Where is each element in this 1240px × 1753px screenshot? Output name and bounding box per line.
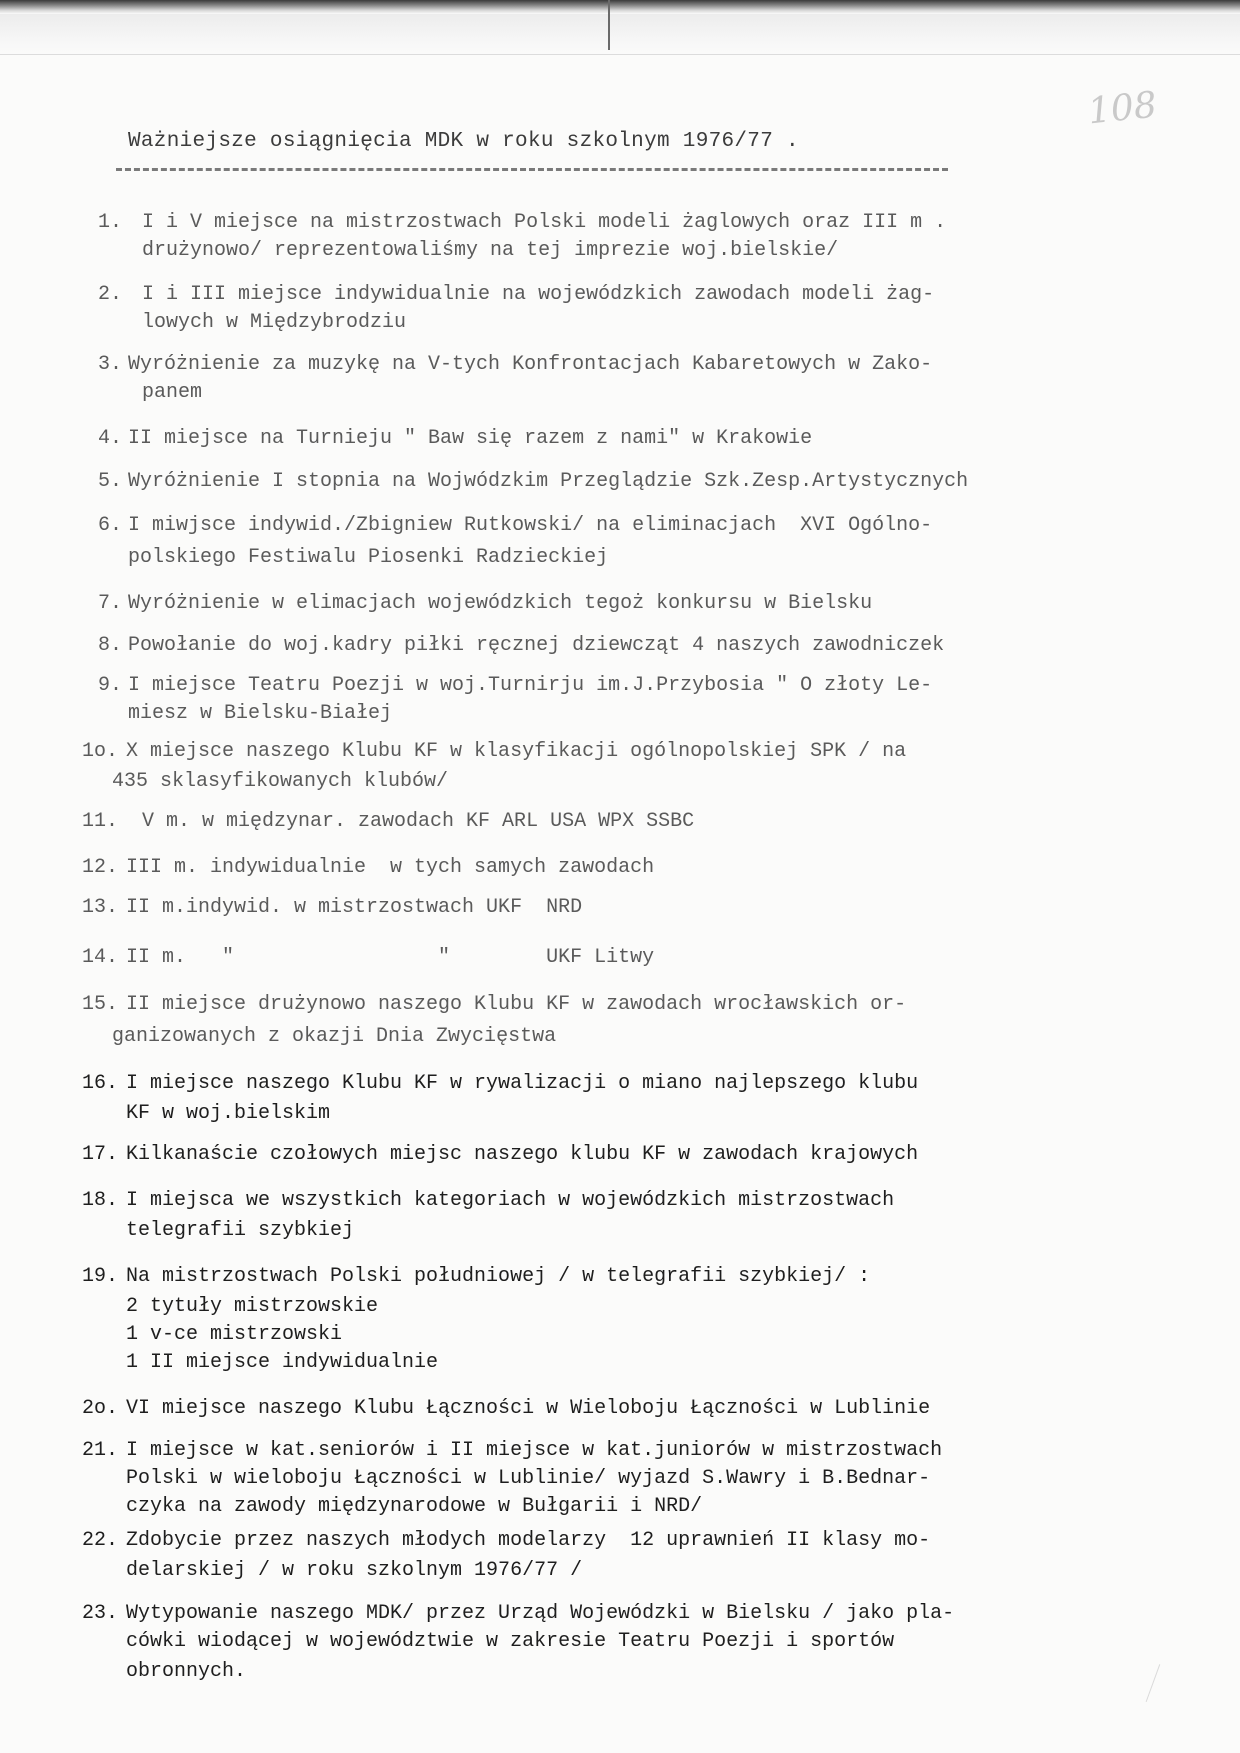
document-title: Ważniejsze osiągnięcia MDK w roku szkolnym 1976/77 . [128,130,799,153]
item-text: X miejsce naszego Klubu KF w klasyfikacji ogólnopolskiej SPK / na [126,740,907,763]
item-text: Zdobycie przez naszych młodych modelarzy 12 uprawnień II klasy mo- [126,1529,931,1552]
item-number: 2o. [82,1397,119,1420]
item-text: cówki wiodącej w województwie w zakresie Teatru Poezji i sportów [126,1630,895,1653]
paper-crease [608,0,610,50]
scan-fold-band [0,14,1240,56]
list-item [82,1600,955,1753]
item-text: delarskiej / w roku szkolnym 1976/77 / [126,1559,583,1582]
item-number: 4. [98,427,123,450]
item-number: 6. [98,514,123,537]
item-text: KF w woj.bielskim [126,1102,331,1125]
item-number: 19. [82,1265,119,1288]
item-text: miesz w Bielsku-Białej [128,702,393,725]
item-text: Powołanie do woj.kadry piłki ręcznej dziewcząt 4 naszych zawodniczek [128,634,945,657]
scan-edge-shadow [0,0,1240,14]
item-text: Wyróżnienie w elimacjach wojewódzkich tegoż konkursu w Bielsku [128,592,873,615]
item-text: lowych w Międzybrodziu [142,311,407,334]
item-number: 7. [98,592,123,615]
item-text: II miejsce na Turnieju " Baw się razem z nami" w Krakowie [128,427,813,450]
handwritten-page-number: 108 [1086,84,1159,133]
item-text: I miejsca we wszystkich kategoriach w wojewódzkich mistrzostwach [126,1189,895,1212]
item-number: 15. [82,993,119,1016]
item-number: 12. [82,856,119,879]
item-text: Wyróżnienie I stopnia na Wojwódzkim Przeglądzie Szk.Zesp.Artystycznych [128,470,969,493]
item-text: polskiego Festiwalu Piosenki Radzieckiej [128,546,609,569]
item-text: VI miejsce naszego Klubu Łączności w Wieloboju Łączności w Lublinie [126,1397,931,1420]
item-text: Wyróżnienie za muzykę na V-tych Konfrontacjach Kabaretowych w Zako- [128,353,933,376]
item-number: 5. [98,470,123,493]
item-number: 21. [82,1439,119,1462]
item-text: I miejsce naszego Klubu KF w rywalizacji o miano najlepszego klubu [126,1072,919,1095]
item-number: 9. [98,674,123,697]
pencil-mark [1129,1658,1161,1702]
item-text: V m. w międzynar. zawodach KF ARL USA WPX SSBC [142,810,695,833]
item-number: 23. [82,1602,119,1625]
title-underline [116,168,948,171]
item-number: 2. [98,283,123,306]
item-text: drużynowo/ reprezentowaliśmy na tej imprezie woj.bielskie/ [142,239,839,262]
item-text: III m. indywidualnie w tych samych zawodach [126,856,655,879]
item-text: II m.indywid. w mistrzostwach UKF NRD [126,896,583,919]
item-text: 435 sklasyfikowanych klubów/ [112,770,449,793]
item-text: czyka na zawody międzynarodowe w Bułgarii i NRD/ [126,1495,703,1518]
item-number: 22. [82,1529,119,1552]
item-text: I miejsce w kat.seniorów i II miejsce w kat.juniorów w mistrzostwach [126,1439,943,1462]
item-text: II miejsce drużynowo naszego Klubu KF w zawodach wrocławskich or- [126,993,907,1016]
item-text: 2 tytuły mistrzowskie [126,1295,379,1318]
item-text: II m. " " UKF Litwy [126,946,655,969]
item-number: 16. [82,1072,119,1095]
item-text: I i V miejsce na mistrzostwach Polski modeli żaglowych oraz III m . [142,211,947,234]
item-number: 13. [82,896,119,919]
item-number: 17. [82,1143,119,1166]
item-text: panem [142,381,203,404]
item-text: Na mistrzostwach Polski południowej / w telegrafii szybkiej/ : [126,1265,871,1288]
item-number: 18. [82,1189,119,1212]
item-text: Kilkanaście czołowych miejsc naszego klubu KF w zawodach krajowych [126,1143,919,1166]
item-number: 11. [82,810,119,833]
item-text: I miejsce Teatru Poezji w woj.Turnirju im.J.Przybosia " O złoty Le- [128,674,933,697]
fold-line [0,54,1240,55]
item-text: telegrafii szybkiej [126,1219,355,1242]
item-text: obronnych. [126,1660,247,1683]
item-text: 1 v-ce mistrzowski [126,1323,343,1346]
item-number: 1. [98,211,123,234]
item-number: 8. [98,634,123,657]
item-number: 3. [98,353,123,376]
item-text: 1 II miejsce indywidualnie [126,1351,439,1374]
item-text: Polski w wieloboju Łączności w Lublinie/ wyjazd S.Wawry i B.Bednar- [126,1467,931,1490]
item-number: 14. [82,946,119,969]
item-text: Wytypowanie naszego MDK/ przez Urząd Wojewódzki w Bielsku / jako pla- [126,1602,955,1625]
item-text: ganizowanych z okazji Dnia Zwycięstwa [112,1025,557,1048]
item-text: I i III miejsce indywidualnie na wojewódzkich zawodach modeli żag- [142,283,935,306]
item-text: I miwjsce indywid./Zbigniew Rutkowski/ na eliminacjach XVI Ogólno- [128,514,933,537]
item-number: 1o. [82,740,119,763]
